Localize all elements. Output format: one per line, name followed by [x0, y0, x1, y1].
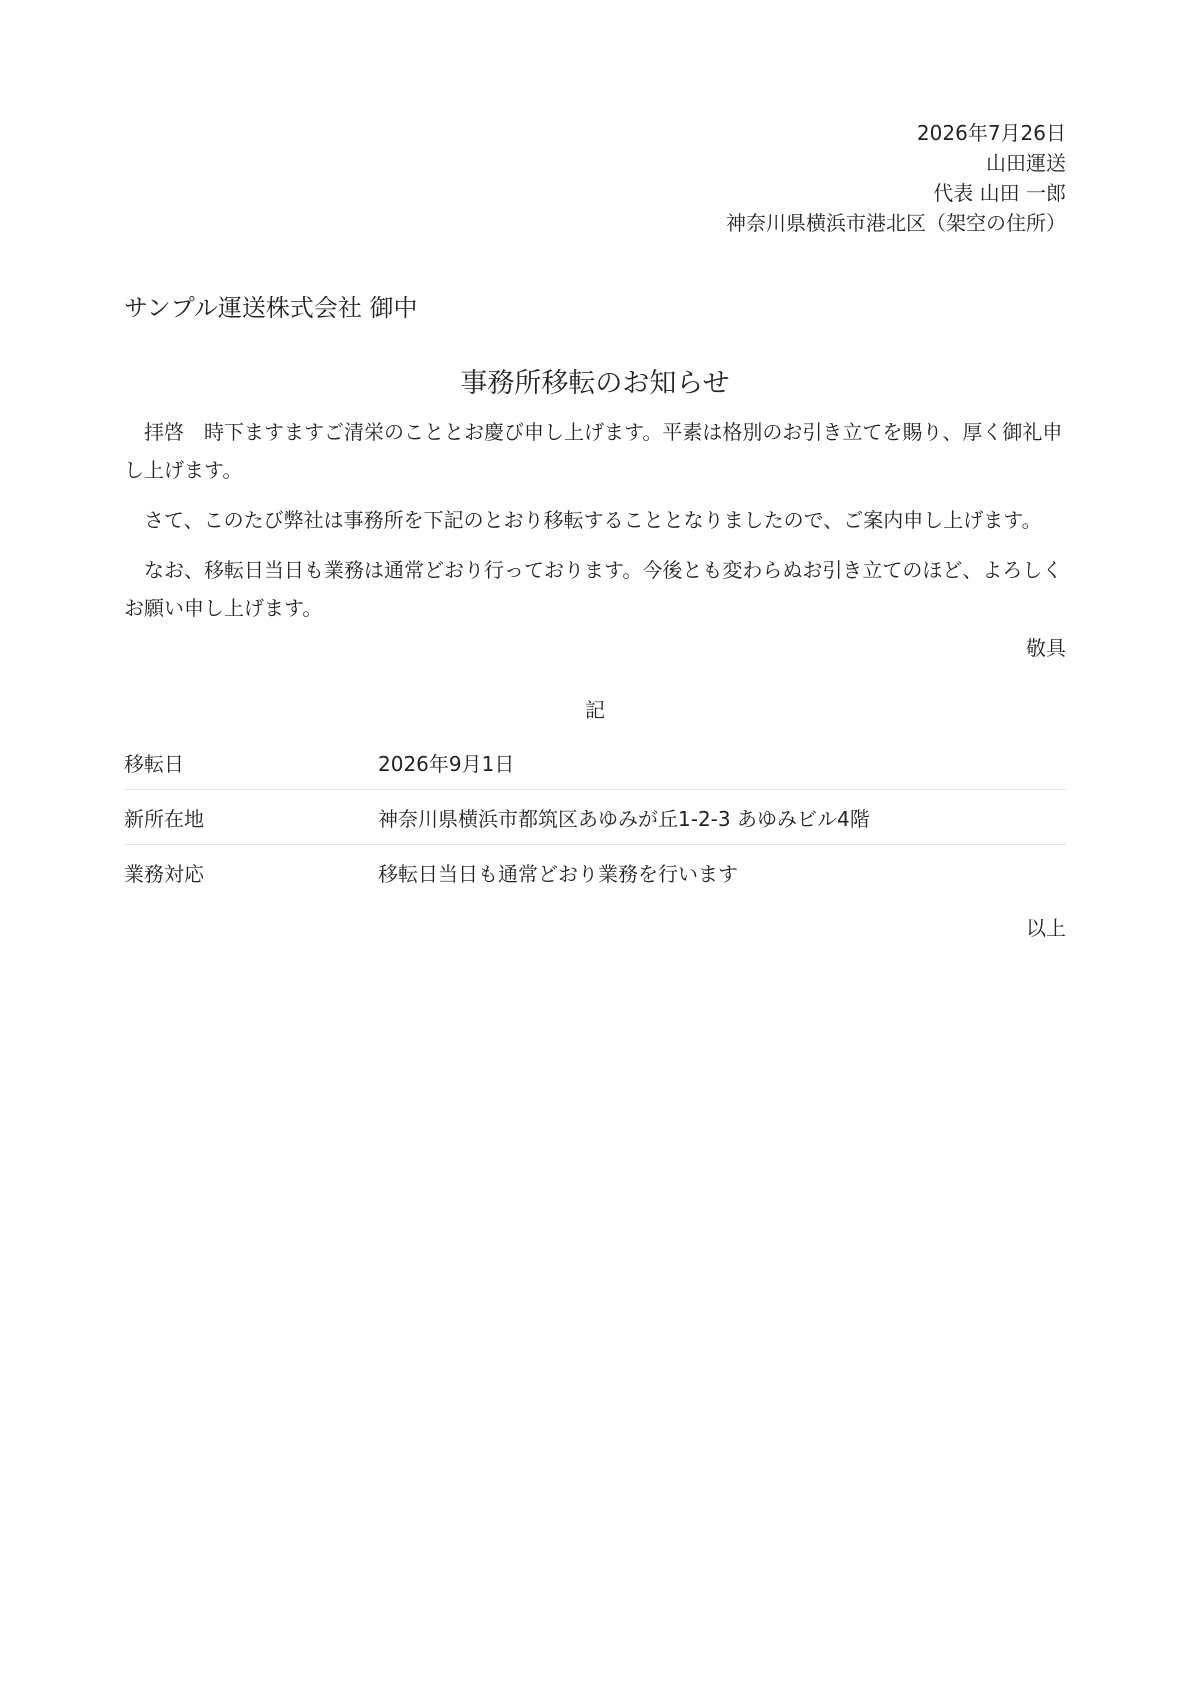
recipient: サンプル運送株式会社 御中: [124, 294, 418, 322]
sender-address: 神奈川県横浜市港北区（架空の住所）: [726, 211, 1066, 235]
detail-label-new-address: 新所在地: [124, 806, 204, 831]
detail-label-business: 業務対応: [124, 861, 204, 886]
sender-representative: 代表 山田 一郎: [933, 181, 1066, 205]
detail-row: [124, 790, 1066, 845]
detail-row: [124, 735, 1066, 790]
closing-word: 敬具: [1026, 636, 1066, 660]
body-text: [124, 413, 1066, 627]
detail-row: [124, 845, 1066, 899]
detail-value-move-date: 2026年9月1日: [378, 751, 515, 776]
paragraph-notice: なお、移転日当日も業務は通常どおり行っております。今後とも変わらぬお引き立てのほど、よろしくお願い申し上げます。: [124, 558, 1063, 620]
sender-company: 山田運送: [986, 151, 1066, 175]
end-mark: 以上: [1026, 916, 1066, 940]
sender-block: [124, 118, 1066, 238]
paragraph-announcement: さて、このたび弊社は事務所を下記のとおり移転することとなりましたので、ご案内申し上げます。: [144, 508, 1042, 532]
document-title: 事務所移転のお知らせ: [460, 368, 730, 399]
detail-label-move-date: 移転日: [124, 751, 184, 776]
detail-value-new-address: 神奈川県横浜市都筑区あゆみが丘1-2-3 あゆみビル4階: [378, 806, 870, 831]
issue-date: 2026年7月26日: [916, 121, 1066, 145]
details-table: [124, 735, 1066, 899]
ki-heading: 記: [585, 698, 605, 722]
paragraph-greeting: 拝啓 時下ますますご清栄のこととお慶び申し上げます。平素は格別のお引き立てを賜り、厚く御礼申し上げます。: [124, 420, 1063, 482]
detail-value-business: 移転日当日も通常どおり業務を行います: [378, 861, 738, 886]
